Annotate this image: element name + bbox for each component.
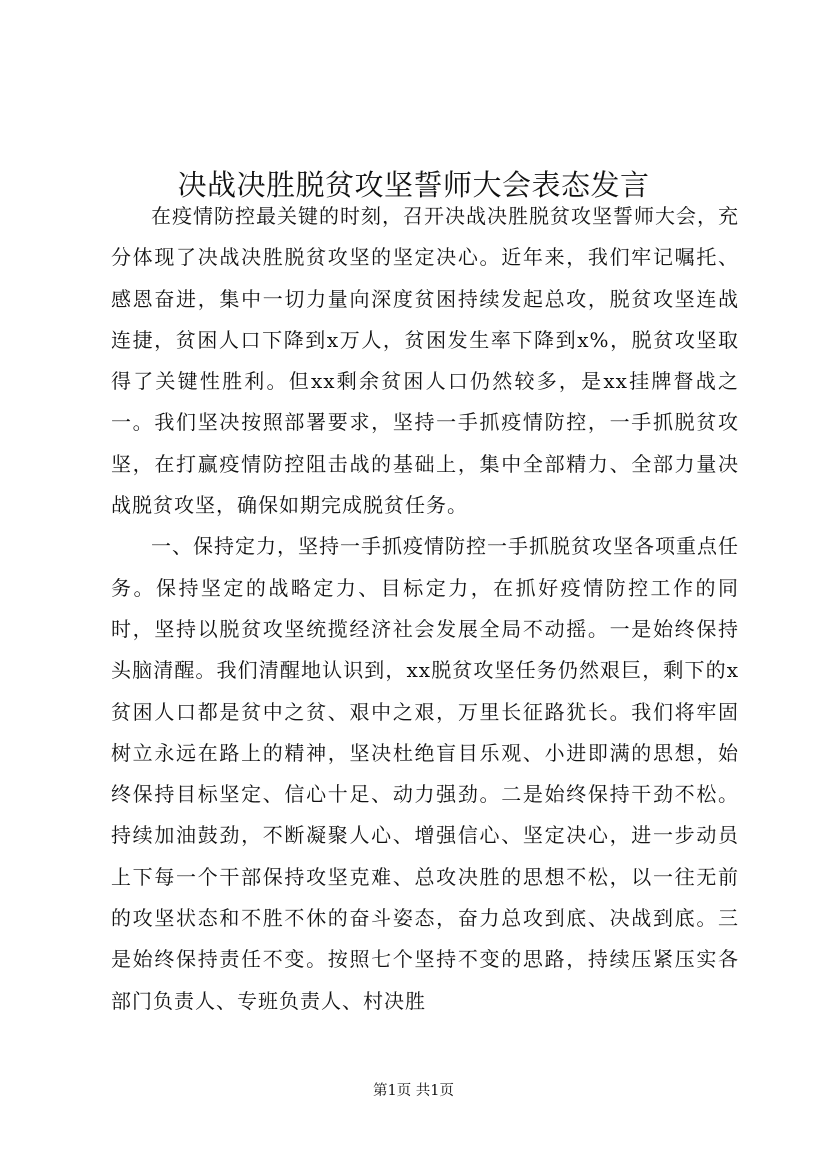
paragraph-intro: 在疫情防控最关键的时刻，召开决战决胜脱贫攻坚誓师大会，充分体现了决战决胜脱贫攻坚的坚定决心。近年来，我们牢记嘱托、感恩奋进，集中一切力量向深度贫困持续发起总攻，脱贫攻坚连战连捷，贫困人口下降到x万人，贫困发生率下降到x%，脱贫攻坚取得了关键性胜利。但xx剩余贫困人口仍然较多，是xx挂牌督战之一。我们坚决按照部署要求，坚持一手抓疫情防控，一手抓脱贫攻坚，在打赢疫情防控阻击战的基础上，集中全部精力、全部力量决战脱贫攻坚，确保如期完成脱贫任务。	[111, 204, 739, 518]
document-title: 决战决胜脱贫攻坚誓师大会表态发言	[177, 168, 650, 203]
document-body	[111, 196, 739, 1022]
paragraph-section-one: 一、保持定力，坚持一手抓疫情防控一手抓脱贫攻坚各项重点任务。保持坚定的战略定力、目标定力，在抓好疫情防控工作的同时，坚持以脱贫攻坚统揽经济社会发展全局不动摇。一是始终保持头脑清醒。我们清醒地认识到，xx脱贫攻坚任务仍然艰巨，剩下的x贫困人口都是贫中之贫、艰中之艰，万里长征路犹长。我们将牢固树立永远在路上的精神，坚决杜绝盲目乐观、小进即满的思想，始终保持目标坚定、信心十足、动力强劲。二是始终保持干劲不松。持续加油鼓劲，不断凝聚人心、增强信心、坚定决心，进一步动员上下每一个干部保持攻坚克难、总攻决胜的思想不松，以一往无前的攻坚状态和不胜不休的奋斗姿态，奋力总攻到底、决战到底。三是始终保持责任不变。按照七个坚持不变的思路，持续压紧压实各部门负责人、专班负责人、村决胜	[111, 534, 739, 1013]
page-number-footer: 第1页 共1页	[372, 1083, 455, 1099]
